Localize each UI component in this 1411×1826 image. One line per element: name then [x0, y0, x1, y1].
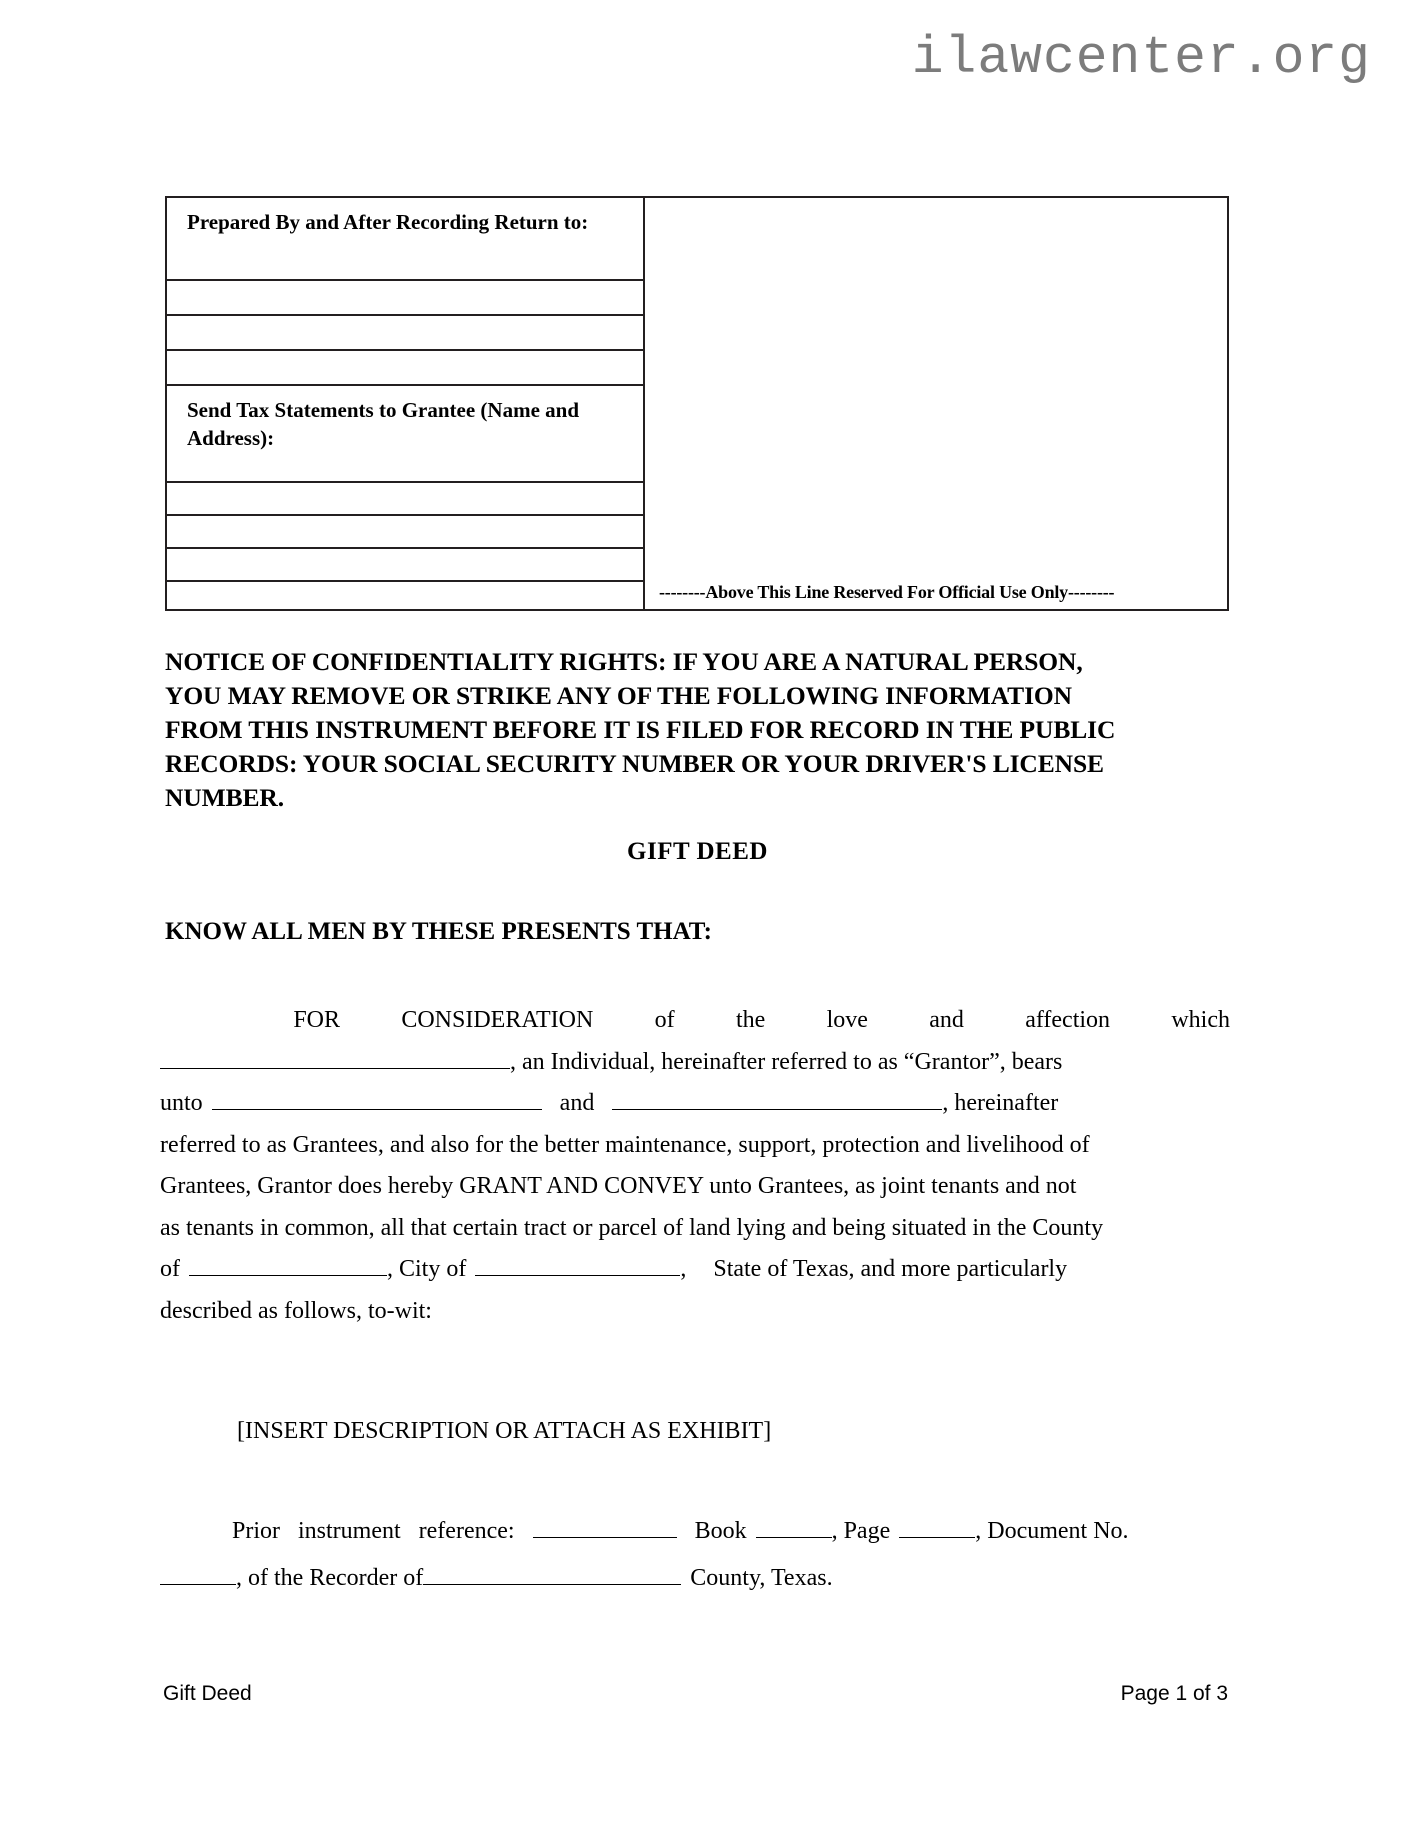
- body-word: CONSIDERATION: [401, 1007, 594, 1033]
- prior-text: instrument: [298, 1518, 401, 1544]
- tax-address-blank-line-2[interactable]: [167, 516, 643, 549]
- body-line-3: [160, 1083, 1230, 1125]
- send-tax-statements-label-cell: Send Tax Statements to Grantee (Name and Address):: [167, 386, 643, 483]
- body-line-1: [160, 1000, 1230, 1042]
- county-blank[interactable]: [189, 1250, 387, 1276]
- grantor-name-blank[interactable]: [160, 1043, 510, 1069]
- body-word: the: [735, 1007, 766, 1033]
- body-text: as tenants in common, all that certain tract or parcel of land lying and being situated in the County: [160, 1214, 1104, 1241]
- insert-description-placeholder: [INSERT DESCRIPTION OR ATTACH AS EXHIBIT]: [237, 1418, 772, 1444]
- body-word: and: [929, 1007, 964, 1033]
- body-line-4: [160, 1125, 1230, 1167]
- body-text: of: [160, 1256, 180, 1282]
- body-line-7: [160, 1249, 1230, 1291]
- body-line-5: [160, 1166, 1230, 1208]
- prior-text: reference:: [418, 1518, 515, 1544]
- prepared-by-blank-line-2[interactable]: [167, 316, 643, 351]
- notice-line: NOTICE OF CONFIDENTIALITY RIGHTS: IF YOU ARE A NATURAL PERSON,: [165, 647, 1083, 676]
- prepared-by-blank-line-1[interactable]: [167, 281, 643, 316]
- recording-information-table: [165, 196, 1229, 611]
- prepared-by-blank-line-3[interactable]: [167, 351, 643, 386]
- body-text: , City of: [387, 1256, 467, 1282]
- prior-instrument-reference-block: [160, 1508, 1230, 1602]
- notice-line: FROM THIS INSTRUMENT BEFORE IT IS FILED FOR RECORD IN THE PUBLIC: [165, 714, 1116, 744]
- document-number-blank[interactable]: [160, 1559, 236, 1585]
- body-word: FOR: [293, 1007, 340, 1033]
- body-line-8: [160, 1291, 1230, 1333]
- body-text: and: [559, 1090, 595, 1116]
- recording-table-left-column: [167, 198, 645, 609]
- prior-text: , Page: [831, 1518, 891, 1544]
- prior-text: Book: [694, 1518, 747, 1544]
- body-text: , an Individual, hereinafter referred to as “Grantor”, bears: [510, 1048, 1063, 1075]
- body-word: affection: [1025, 1007, 1111, 1033]
- body-text: referred to as Grantees, and also for the better maintenance, support, protection and livelihood of: [160, 1131, 1090, 1158]
- body-word: of: [654, 1007, 675, 1033]
- notice-line: NUMBER.: [165, 782, 285, 812]
- book-blank[interactable]: [756, 1512, 832, 1538]
- prior-text: , Document No.: [975, 1518, 1129, 1544]
- body-text: Grantees, Grantor does hereby GRANT AND CONVEY unto Grantees, as joint tenants and not: [160, 1173, 1077, 1199]
- prior-instrument-blank[interactable]: [533, 1512, 677, 1538]
- body-text: , hereinafter: [942, 1090, 1059, 1116]
- recorder-county-blank[interactable]: [423, 1559, 681, 1585]
- prepared-by-label-cell: Prepared By and After Recording Return to:: [167, 198, 643, 281]
- body-text: described as follows, to-wit:: [160, 1297, 432, 1324]
- footer-page-number: Page 1 of 3: [1120, 1682, 1228, 1705]
- official-use-area: [645, 198, 1227, 609]
- document-title: GIFT DEED: [627, 838, 768, 865]
- know-all-men-heading: KNOW ALL MEN BY THESE PRESENTS THAT:: [165, 918, 712, 945]
- body-text: ,: [680, 1256, 687, 1282]
- granting-clause-paragraph: [160, 1000, 1230, 1332]
- confidentiality-notice: [165, 645, 1185, 815]
- body-text: State of Texas, and more particularly: [713, 1256, 1068, 1282]
- page-footer: [163, 1682, 1228, 1706]
- prior-text: County, Texas.: [690, 1565, 833, 1591]
- notice-line: RECORDS: YOUR SOCIAL SECURITY NUMBER OR YOUR DRIVER'S LICENSE: [165, 748, 1104, 778]
- prior-reference-line-2: [160, 1555, 1230, 1602]
- body-text: unto: [160, 1090, 203, 1116]
- tax-address-blank-line-1[interactable]: [167, 483, 643, 516]
- city-blank[interactable]: [475, 1250, 680, 1276]
- reserved-for-official-use-note: --------Above This Line Reserved For Official Use Only--------: [659, 582, 1115, 602]
- prior-text: Prior: [232, 1518, 280, 1544]
- body-word: love: [826, 1007, 868, 1033]
- page-blank[interactable]: [899, 1512, 975, 1538]
- grantee-two-blank[interactable]: [612, 1084, 942, 1110]
- notice-line: YOU MAY REMOVE OR STRIKE ANY OF THE FOLLOWING INFORMATION: [165, 680, 1072, 710]
- tax-address-blank-line-3[interactable]: [167, 549, 643, 582]
- footer-document-name: Gift Deed: [163, 1682, 252, 1705]
- body-word: which: [1171, 1007, 1230, 1033]
- body-line-6: [160, 1208, 1230, 1250]
- prior-reference-line-1: [160, 1508, 1230, 1555]
- grantee-one-blank[interactable]: [212, 1084, 542, 1110]
- body-line-2: [160, 1042, 1230, 1084]
- tax-address-blank-line-4[interactable]: [167, 582, 643, 609]
- site-watermark: ilawcenter.org: [911, 28, 1371, 88]
- prior-text: , of the Recorder of: [236, 1565, 424, 1591]
